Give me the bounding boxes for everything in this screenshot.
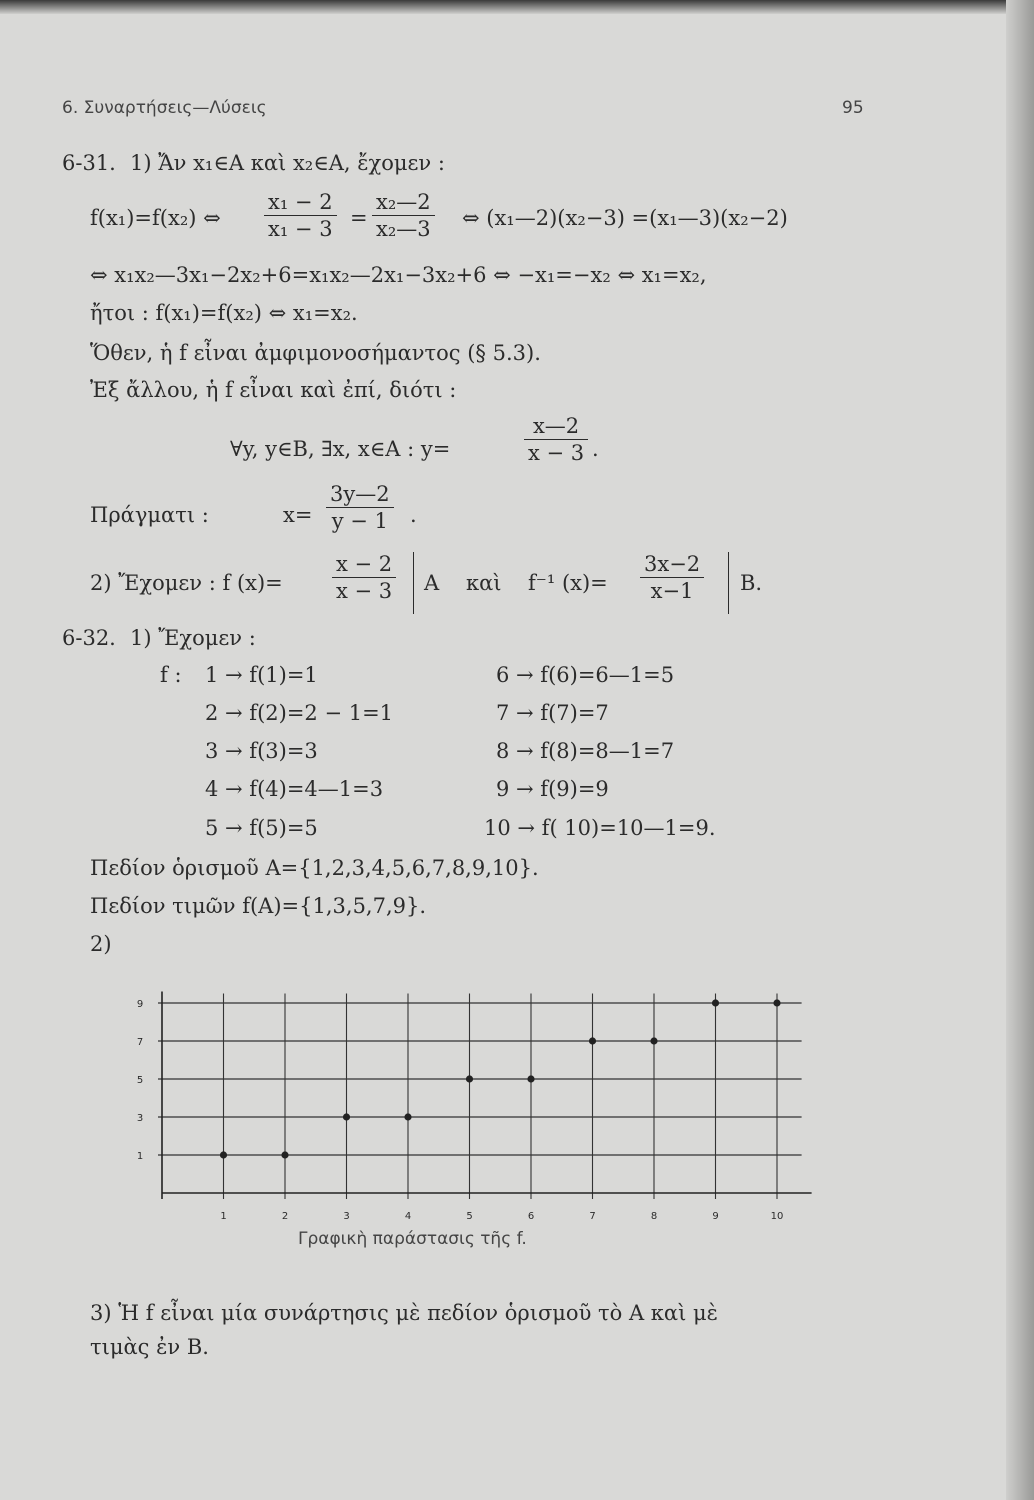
x-tick-label-4: 4 <box>404 1211 412 1220</box>
ex632-line-2: 2) <box>90 932 112 956</box>
page-number: 95 <box>842 98 864 118</box>
fraction-1-denominator: x₁ − 3 <box>268 217 333 241</box>
ex631-line-9-start: 2) Ἔχομεν : f (x)= <box>90 571 283 595</box>
data-point-9 <box>712 999 719 1006</box>
y-tick-label-3: 3 <box>136 1113 144 1124</box>
ex631-line-8-end: . <box>410 503 417 527</box>
y-tick-label-7: 7 <box>136 1037 144 1048</box>
function-graph <box>120 980 830 1220</box>
x-tick-label-9: 9 <box>712 1211 719 1220</box>
ex631-line-8-x: x= <box>283 503 313 527</box>
mapping-left-3: 3 → f(3)=3 <box>205 739 318 763</box>
ex631-line-2-end: ⇔ (x₁—2)(x₂−3) =(x₁—3)(x₂−2) <box>462 206 788 230</box>
ex631-line-7: ∀y, y∈B, ∃x, x∈A : y= <box>230 437 451 461</box>
mapping-left-4: 4 → f(4)=4—1=3 <box>205 777 384 801</box>
fraction-2-denominator: x₂—3 <box>376 217 431 241</box>
ex632-line-1: 1) Ἔχομεν : <box>130 626 256 650</box>
equals-sign: = <box>350 206 368 230</box>
data-point-1 <box>220 1151 227 1158</box>
ex632-line-3b: τιμὰς ἐν B. <box>90 1335 209 1359</box>
x-tick-label-6: 6 <box>527 1211 535 1220</box>
fraction-5-denominator: x − 3 <box>336 579 393 603</box>
x-tick-label-10: 10 <box>770 1211 784 1220</box>
ex631-line-8-label: Πράγματι : <box>90 503 209 527</box>
fraction-6 <box>640 552 704 603</box>
x-tick-label-5: 5 <box>466 1211 473 1220</box>
mapping-left-1: 1 → f(1)=1 <box>205 663 318 687</box>
mapping-right-2: 7 → f(7)=7 <box>496 701 609 725</box>
data-point-10 <box>773 999 780 1006</box>
x-tick-label-1: 1 <box>220 1211 227 1220</box>
ex631-line-9-B: B. <box>740 571 763 595</box>
data-point-5 <box>466 1075 473 1082</box>
ex631-line-7-end: . <box>592 437 599 461</box>
fraction-6-denominator: x−1 <box>650 579 694 603</box>
range-line: Πεδίον τιμῶν f(A)={1,3,5,7,9}. <box>90 894 427 918</box>
ex631-line-4: ἤτοι : f(x₁)=f(x₂) ⇔ x₁=x₂. <box>90 301 358 325</box>
mapping-right-5: 10 → f( 10)=10—1=9. <box>484 816 716 840</box>
fraction-4-numerator: 3y—2 <box>326 482 394 508</box>
ex631-line-1: 1) Ἄν x₁∈A καὶ x₂∈A, ἔχομεν : <box>130 151 445 175</box>
fraction-2 <box>372 190 435 241</box>
mapping-left-5: 5 → f(5)=5 <box>205 816 318 840</box>
ex632-line-3a: 3) Ἡ f εἶναι μία συνάρτησις μὲ πεδίον ὁρισμοῦ τὸ A καὶ μὲ <box>90 1301 718 1325</box>
ex631-line-6: Ἐξ ἄλλου, ἡ f εἶναι καὶ ἐπί, διότι : <box>90 378 457 402</box>
y-tick-label-9: 9 <box>136 999 144 1010</box>
mapping-right-3: 8 → f(8)=8—1=7 <box>496 739 675 763</box>
mapping-prefix: f : <box>160 663 182 687</box>
fraction-4 <box>326 482 394 533</box>
mapping-right-4: 9 → f(9)=9 <box>496 777 609 801</box>
fraction-3-denominator: x − 3 <box>528 441 585 465</box>
mapping-right-1: 6 → f(6)=6—1=5 <box>496 663 675 687</box>
ex631-line-3: ⇔ x₁x₂—3x₁−2x₂+6=x₁x₂—2x₁−3x₂+6 ⇔ −x₁=−x₂ ⇔ x₁=x₂, <box>90 263 707 287</box>
ex631-line-5: Ὅθεν, ἡ f εἶναι ἀμφιμονοσήμαντος (§ 5.3). <box>90 341 541 365</box>
ex631-line-9-finv: f⁻¹ (x)= <box>528 571 608 595</box>
domain-line: Πεδίον ὁρισμοῦ A={1,2,3,4,5,6,7,8,9,10}. <box>90 856 539 880</box>
fraction-1-numerator: x₁ − 2 <box>264 190 337 216</box>
x-tick-label-2: 2 <box>281 1211 289 1220</box>
running-header: 6. Συναρτήσεις—Λύσεις <box>62 98 267 118</box>
fraction-2-numerator: x₂—2 <box>372 190 435 216</box>
ex631-line-9-kai: καὶ <box>466 571 502 595</box>
data-point-3 <box>343 1113 350 1120</box>
fraction-5 <box>332 552 396 603</box>
fraction-5-numerator: x − 2 <box>332 552 396 578</box>
ex631-line-9-A: A <box>424 571 440 595</box>
scan-top-shadow <box>0 0 1034 14</box>
data-point-4 <box>404 1113 411 1120</box>
y-tick-label-1: 1 <box>136 1151 144 1162</box>
fraction-4-denominator: y − 1 <box>331 509 388 533</box>
mapping-left-2: 2 → f(2)=2 − 1=1 <box>205 701 394 725</box>
restriction-bar-2 <box>728 552 729 614</box>
data-point-7 <box>589 1037 596 1044</box>
fraction-3-numerator: x—2 <box>524 414 588 440</box>
graph-caption: Γραφικὴ παράστασις τῆς f. <box>298 1229 527 1249</box>
scan-right-edge <box>1006 0 1034 1500</box>
data-point-8 <box>650 1037 657 1044</box>
fraction-1 <box>264 190 337 241</box>
x-tick-label-3: 3 <box>343 1211 350 1220</box>
fraction-3 <box>524 414 588 465</box>
data-point-2 <box>281 1151 288 1158</box>
x-tick-label-8: 8 <box>650 1211 658 1220</box>
fraction-6-numerator: 3x−2 <box>640 552 704 578</box>
y-tick-label-5: 5 <box>136 1075 144 1086</box>
ex631-line-2-start: f(x₁)=f(x₂) ⇔ <box>90 206 221 230</box>
exercise-label-6-32: 6-32. <box>62 626 116 650</box>
x-tick-label-7: 7 <box>589 1211 596 1220</box>
restriction-bar-1 <box>413 552 414 614</box>
exercise-label-6-31: 6-31. <box>62 151 116 175</box>
data-point-6 <box>527 1075 534 1082</box>
